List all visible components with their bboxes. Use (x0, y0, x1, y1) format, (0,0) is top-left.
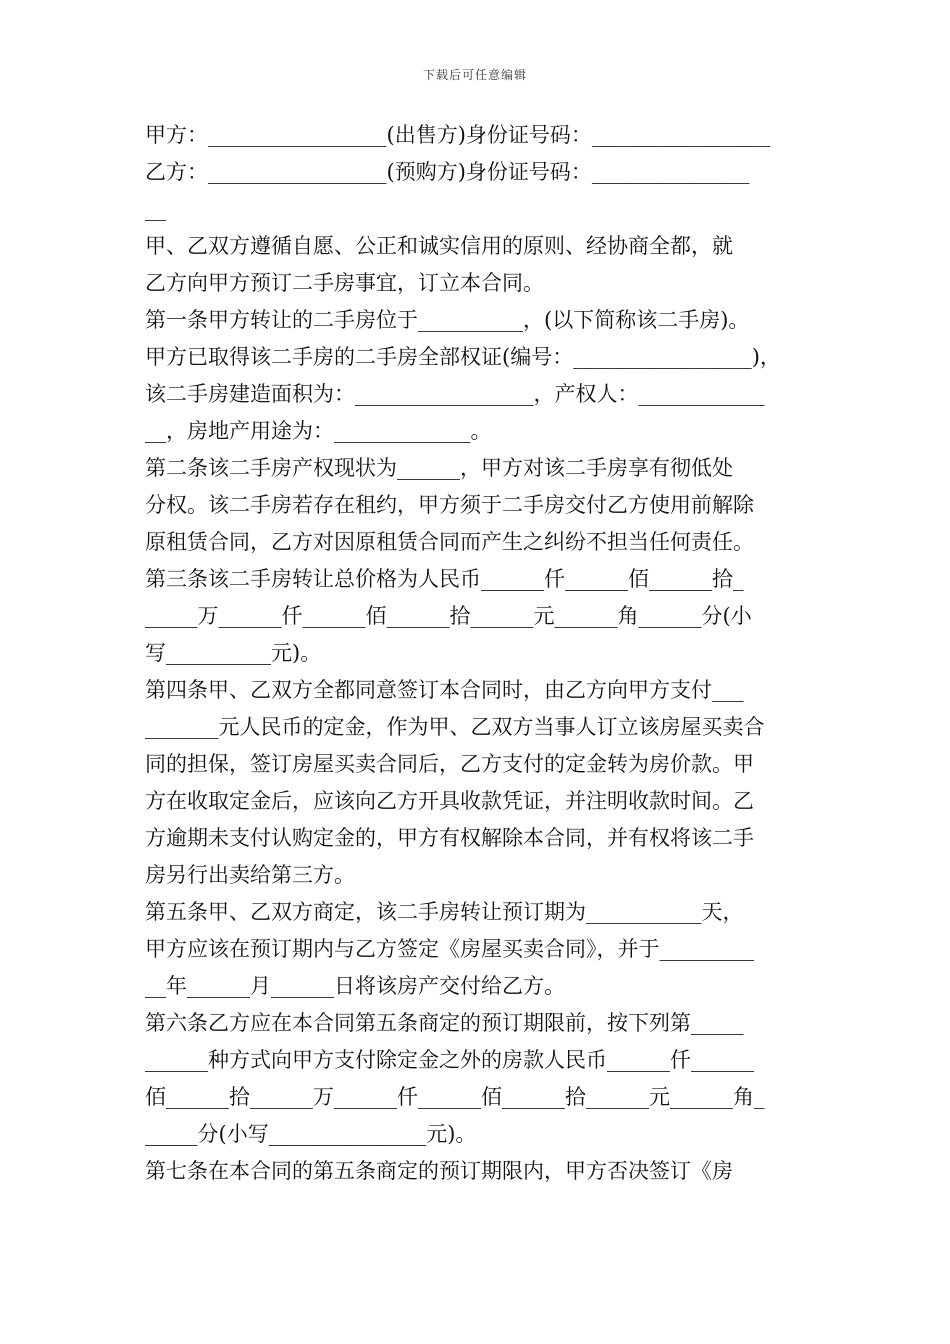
text-line: 同的担保，签订房屋买卖合同后，乙方支付的定金转为房价款。甲 (145, 752, 754, 776)
text-line: 房另行出卖给第三方。 (145, 863, 355, 887)
text-line: 写__________元)。 (145, 641, 322, 665)
text-line: 第四条甲、乙双方全都同意签订本合同时，由乙方向甲方支付___ (145, 678, 744, 702)
text-line: 乙方向甲方预订二手房事宜，订立本合同。 (145, 271, 544, 295)
text-line: 原租赁合同，乙方对因原租赁合同而产生之纠纷不担当任何责任。 (145, 530, 754, 554)
text-line: 方在收取定金后，应该向乙方开具收款凭证，并注明收款时间。乙 (145, 789, 754, 813)
contract-body (145, 117, 810, 1190)
text-line: 方逾期未支付认购定金的，甲方有权解除本合同，并有权将该二手 (145, 826, 754, 850)
text-line: 甲、乙双方遵循自愿、公正和诚实信用的原则、经协商全都，就 (145, 234, 733, 258)
text-line: 甲方：_________________(出售方)身份证号码：_________________ (145, 123, 771, 147)
text-line: 第一条甲方转让的二手房位于__________，(以下简称该二手房)。 (145, 308, 750, 332)
text-line: 该二手房建造面积为：_________________，产权人：____________ (145, 382, 765, 406)
text-line: 第五条甲、乙双方商定，该二手房转让预订期为___________天， (145, 900, 744, 924)
text-line: __ (145, 197, 166, 221)
text-line: __，房地产用途为：_____________。 (145, 419, 492, 443)
text-line: 第六条乙方应在本合同第五条商定的预订期限前，按下列第_____ (145, 1011, 744, 1035)
text-line: __年______月______日将该房产交付给乙方。 (145, 974, 565, 998)
text-line: _______元人民币的定金，作为甲、乙双方当事人订立该房屋买卖合 (145, 715, 765, 739)
text-line: _____万______仟______佰______拾______元______角______分(小 (145, 604, 752, 628)
text-line: 第七条在本合同的第五条商定的预订期限内，甲方否决签订《房 (145, 1159, 733, 1183)
text-line: 佰______拾______万______仟______佰______拾______元______角_ (145, 1085, 765, 1109)
text-line: 甲方应该在预订期内与乙方签定《房屋买卖合同》，并于_________ (145, 937, 754, 961)
text-line: 分权。该二手房若存在租约，甲方须于二手房交付乙方使用前解除 (145, 493, 754, 517)
text-line: ______种方式向甲方支付除定金之外的房款人民币______仟______ (145, 1048, 754, 1072)
text-line: 第三条该二手房转让总价格为人民币______仟______佰______拾_ (145, 567, 744, 591)
text-line: 甲方已取得该二手房的二手房全部权证(编号：_________________)， (145, 345, 781, 369)
text-line: _____分(小写_______________元)。 (145, 1122, 477, 1146)
page-header-note: 下载后可任意编辑 (422, 68, 527, 82)
text-line: 第二条该二手房产权现状为______，甲方对该二手房享有彻低处 (145, 456, 733, 480)
text-line: 乙方：_________________(预购方)身份证号码：_______________ (145, 160, 750, 184)
